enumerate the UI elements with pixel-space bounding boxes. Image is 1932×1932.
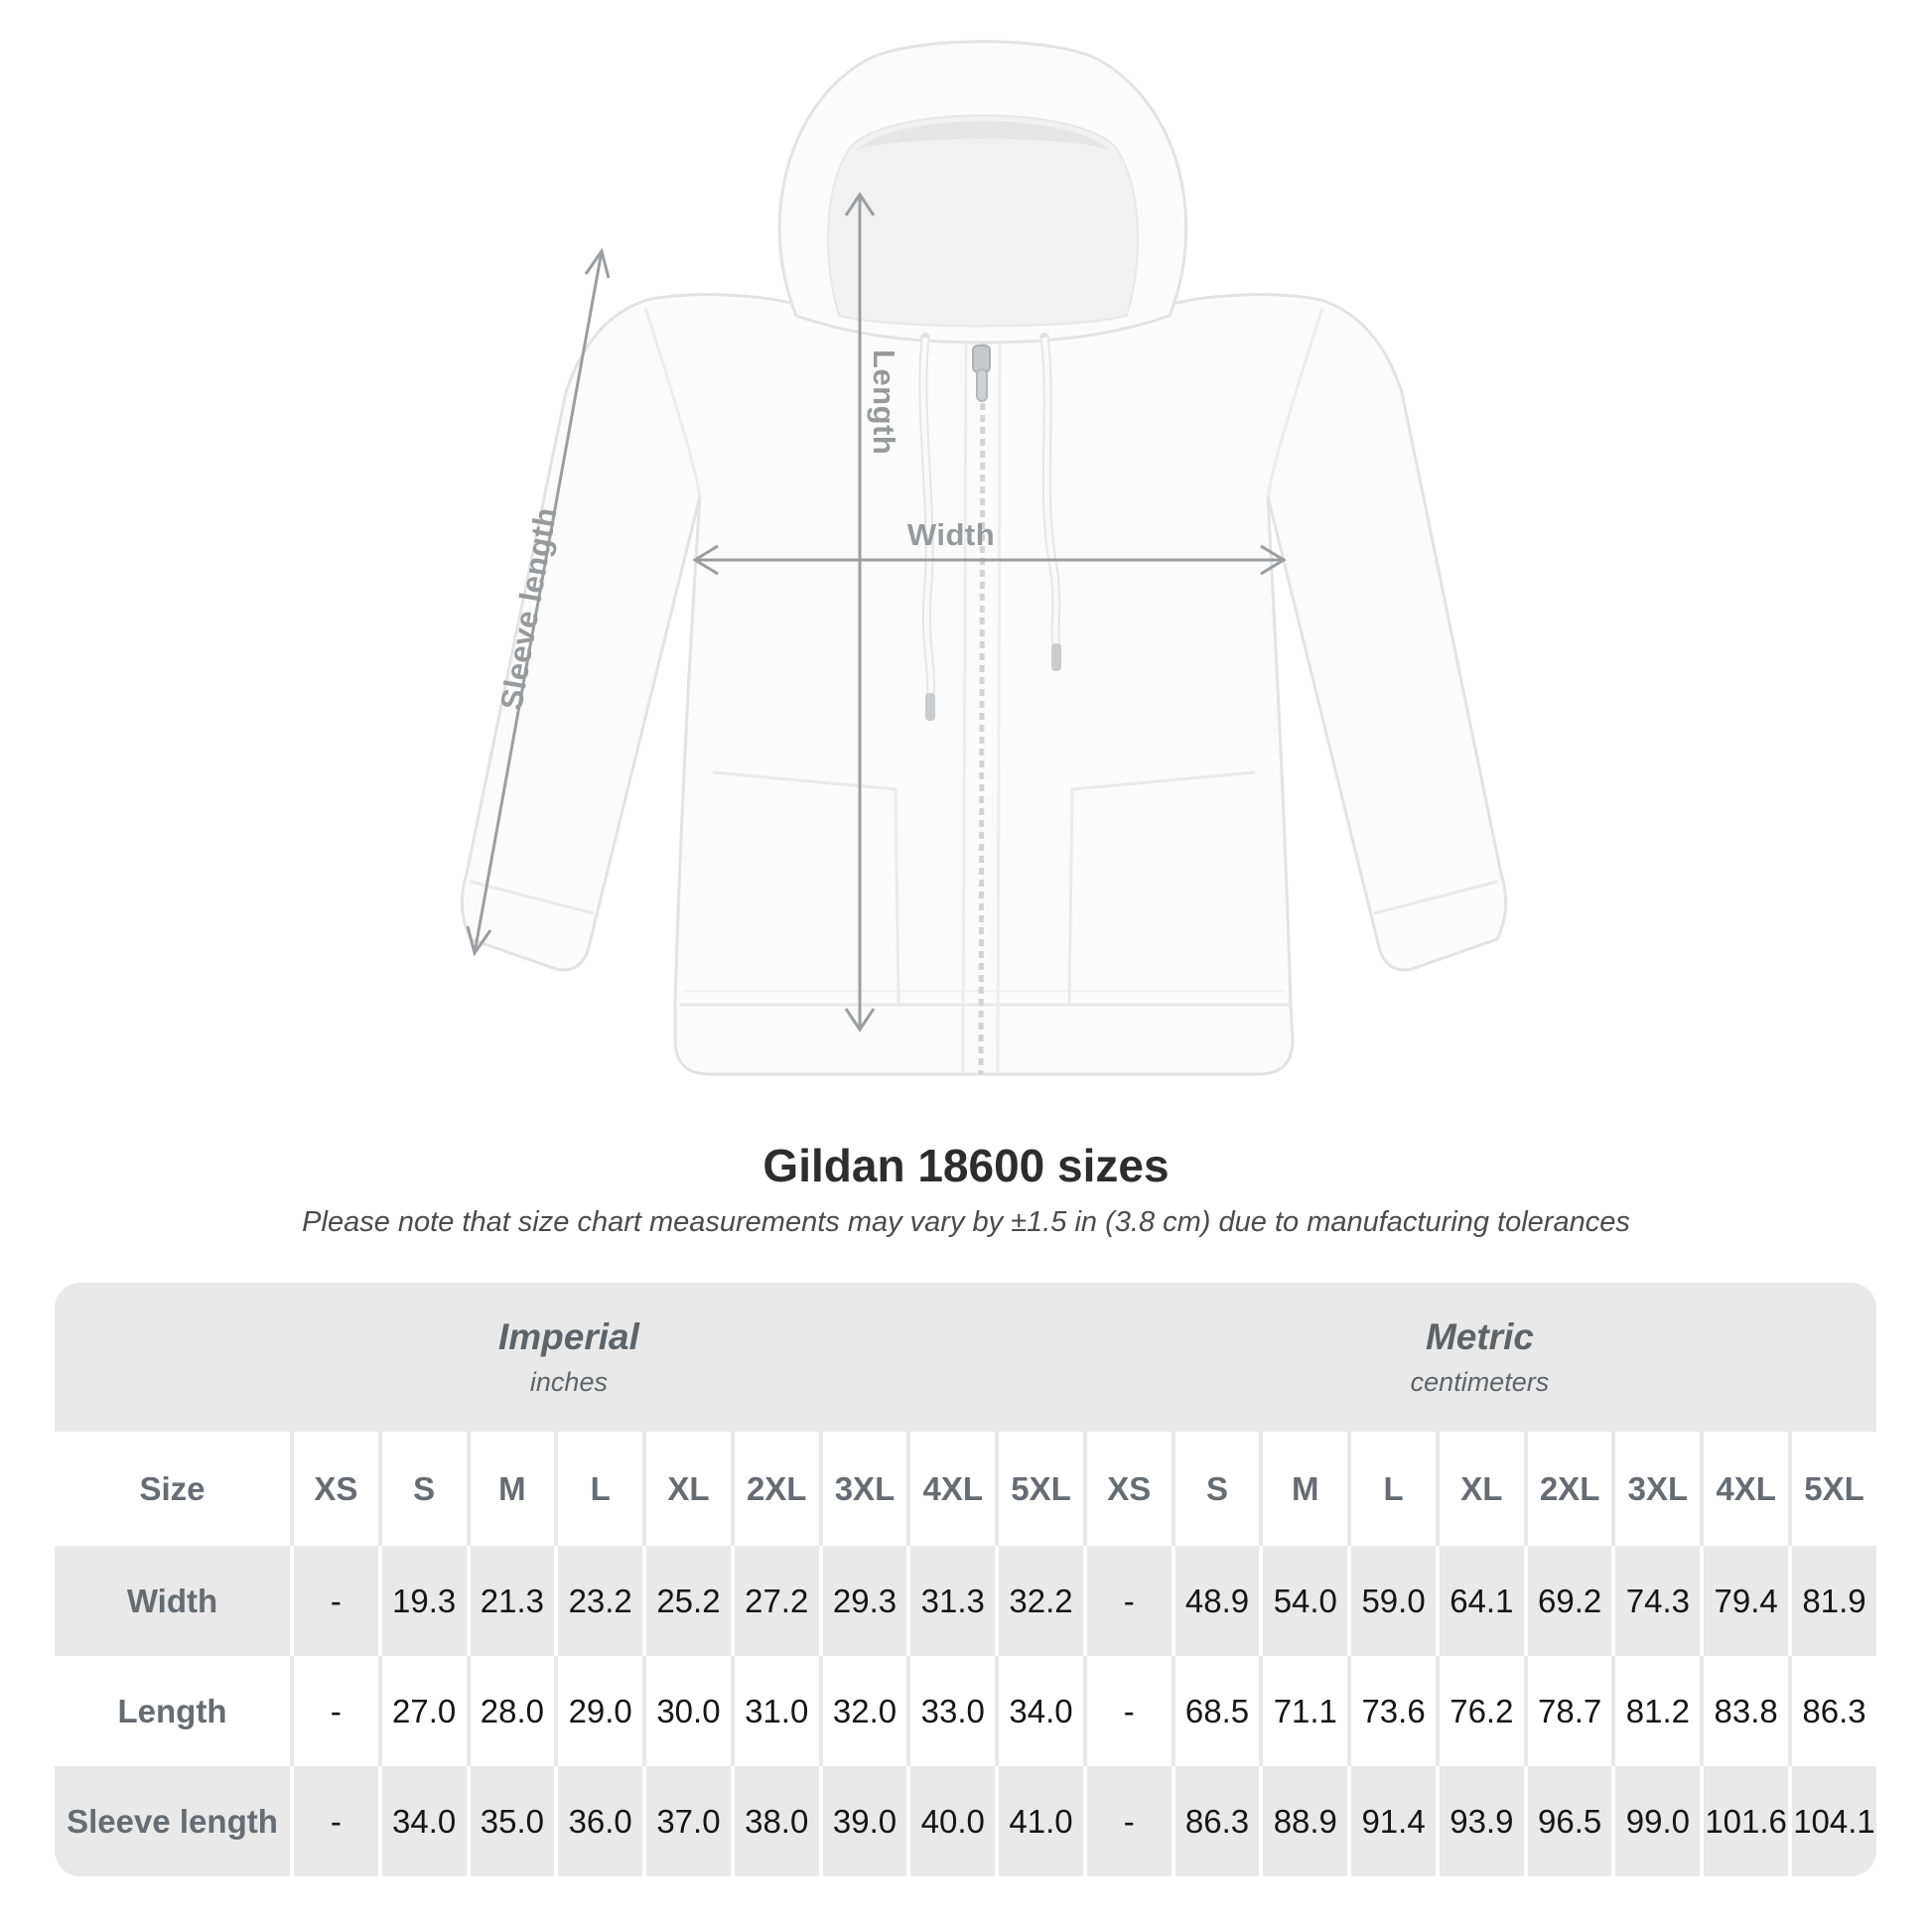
hood-opening [828,115,1138,326]
measurement-value: 59.0 [1347,1546,1436,1656]
row-label: Width [55,1546,290,1656]
measurement-value: 41.0 [995,1766,1083,1876]
title-block [0,1138,1932,1241]
aglet-left [925,693,935,721]
measurement-value: 64.1 [1436,1546,1524,1656]
table-row [55,1656,1876,1766]
measurement-value: 104.1 [1788,1766,1876,1876]
unit-header-row [55,1283,1876,1432]
measurement-value: 34.0 [995,1656,1083,1766]
size-column-header: 5XL [995,1432,1083,1546]
width-measure-label: Width [906,517,996,552]
size-column-header: L [554,1432,642,1546]
measurement-value: 86.3 [1788,1656,1876,1766]
measurement-value: 93.9 [1436,1766,1524,1876]
measurement-value: 33.0 [906,1656,995,1766]
size-chart-table [55,1283,1876,1876]
measurement-value: - [290,1766,378,1876]
page-title: Gildan 18600 sizes [762,1140,1170,1191]
measurement-value: 68.5 [1172,1656,1260,1766]
measurement-value: 38.0 [731,1766,819,1876]
size-column-header: XL [1436,1432,1524,1546]
measurement-value: 69.2 [1524,1546,1612,1656]
zipper-placket-right [998,344,1000,1074]
measurement-value: - [1083,1656,1172,1766]
measurement-value: 36.0 [554,1766,642,1876]
size-header-row [55,1432,1876,1546]
size-column-header: XS [1083,1432,1172,1546]
measurement-value: 23.2 [554,1546,642,1656]
measurement-value: 78.7 [1524,1656,1612,1766]
measurement-value: - [1083,1546,1172,1656]
measurement-value: 21.3 [467,1546,555,1656]
inches-label: inches [529,1367,608,1397]
measurement-value: 32.0 [819,1656,907,1766]
measurement-value: 101.6 [1700,1766,1788,1876]
measurement-value: 54.0 [1259,1546,1347,1656]
measurement-value: 99.0 [1611,1766,1700,1876]
row-label: Sleeve length [55,1766,290,1876]
measurement-value: 28.0 [467,1656,555,1766]
zipper-pull [977,369,987,401]
measurement-value: 25.2 [642,1546,731,1656]
measurement-value: 29.3 [819,1546,907,1656]
size-header-cell: Size [55,1432,290,1546]
measurement-value: 40.0 [906,1766,995,1876]
measurement-value: 29.0 [554,1656,642,1766]
measurement-value: 39.0 [819,1766,907,1876]
size-column-header: M [1259,1432,1347,1546]
size-column-header: 5XL [1788,1432,1876,1546]
measurement-value: 76.2 [1436,1656,1524,1766]
imperial-label: Imperial [497,1316,639,1357]
measurement-value: 96.5 [1524,1766,1612,1876]
hoodie-body [462,295,1505,1074]
size-column-header: 4XL [906,1432,995,1546]
centimeters-label: centimeters [1410,1367,1550,1397]
measurement-value: 32.2 [995,1546,1083,1656]
measurement-value: 73.6 [1347,1656,1436,1766]
measurement-value: 86.3 [1172,1766,1260,1876]
size-column-header: S [1172,1432,1260,1546]
measurement-value: 81.2 [1611,1656,1700,1766]
size-column-header: 3XL [1611,1432,1700,1546]
measurement-value: 74.3 [1611,1546,1700,1656]
size-column-header: XL [642,1432,731,1546]
imperial-unit-header [55,1283,1083,1432]
aglet-right [1051,643,1061,671]
tolerance-note: Please note that size chart measurements may vary by ±1.5 in (3.8 cm) due to manufacturing tolerances [302,1206,1630,1238]
metric-label: Metric [1425,1316,1534,1357]
measurement-value: 34.0 [378,1766,467,1876]
measurement-value: 35.0 [467,1766,555,1876]
measurement-value: - [290,1656,378,1766]
measurement-value: 31.0 [731,1656,819,1766]
measurement-value: 71.1 [1259,1656,1347,1766]
zipper-slider [973,345,990,372]
measurement-value: 79.4 [1700,1546,1788,1656]
measurement-value: 81.9 [1788,1546,1876,1656]
measurement-value: 27.2 [731,1546,819,1656]
row-label: Length [55,1656,290,1766]
size-column-header: L [1347,1432,1436,1546]
size-column-header: 3XL [819,1432,907,1546]
metric-unit-header [1083,1283,1876,1432]
sleeve-length-measure-label: Sleeve length [493,504,564,713]
measurement-value: 48.9 [1172,1546,1260,1656]
measurement-value: 88.9 [1259,1766,1347,1876]
measurement-value: 27.0 [378,1656,467,1766]
measurement-value: - [290,1546,378,1656]
measurement-value: 91.4 [1347,1766,1436,1876]
table-row [55,1546,1876,1656]
measurement-value: 30.0 [642,1656,731,1766]
length-measure-label: Length [867,349,901,456]
size-column-header: 2XL [731,1432,819,1546]
measurement-value: - [1083,1766,1172,1876]
size-column-header: XS [290,1432,378,1546]
measurement-value: 19.3 [378,1546,467,1656]
size-column-header: 2XL [1524,1432,1612,1546]
size-column-header: 4XL [1700,1432,1788,1546]
measurement-value: 31.3 [906,1546,995,1656]
measurement-value: 37.0 [642,1766,731,1876]
size-column-header: M [467,1432,555,1546]
size-column-header: S [378,1432,467,1546]
measurement-value: 83.8 [1700,1656,1788,1766]
table-row [55,1766,1876,1876]
